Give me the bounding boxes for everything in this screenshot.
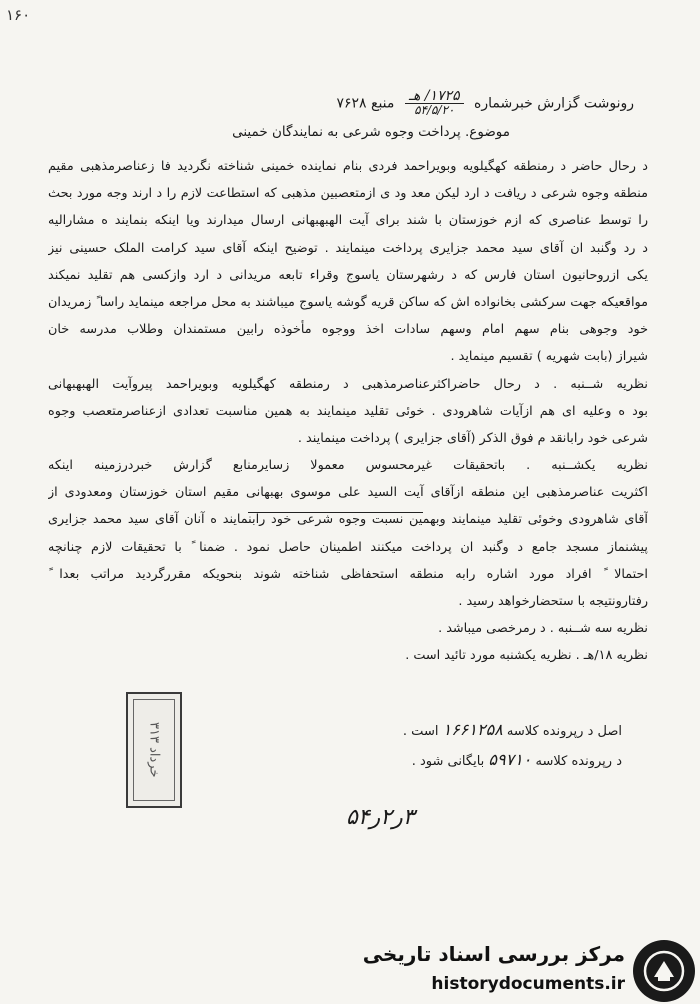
ref2-suffix: بایگانی شود . xyxy=(411,754,485,769)
handwritten-underline xyxy=(248,512,423,513)
body-line: پیشنماز مسجد جامع د وگنبد ان پرداخت میکنند اطمینان حاصل نمود . ضمنا ً با تحقیقات لازم چنانچه xyxy=(48,539,648,555)
footer-title: مرکز بررسی اسناد تاریخی xyxy=(362,942,625,966)
stamp-inner-border xyxy=(133,699,175,801)
footer-url: historydocuments.ir xyxy=(431,974,625,994)
body-line: اکثریت عناصرمذهبی این منطقه ازآقای آیت السید علی موسوی بهبهانی مقیم استان خوزستان ومعدودی از xyxy=(48,485,648,501)
report-number-label: رونوشت گزارش خبرشماره xyxy=(474,95,634,112)
report-number-top: ۱۷۲۵/ هـ xyxy=(405,90,464,104)
subject-line: موضوع. پرداخت وجوه شرعی به نمایندگان خمینی xyxy=(232,124,510,140)
report-body xyxy=(48,153,648,670)
body-line: رفتارونتیجه با ستحضارخواهد رسید . xyxy=(458,594,648,609)
ref1-label: اصل د رپرونده کلاسه xyxy=(506,724,622,739)
ref-archive-file xyxy=(403,745,622,775)
ref1-number: ۱۶۶۱۲۵۸ xyxy=(442,720,503,739)
handwritten-date: ۳ر۲ر۵۴ xyxy=(346,805,415,830)
source-label: منبع xyxy=(371,95,395,112)
body-line: نظریه یکشــنبه . باتحقیقات غیرمحسوس معمولا زسایرمنابع گزارش خبردرزمینه اینکه xyxy=(48,458,648,474)
body-line: نظریه ۱۸/هـ . نظریه یکشنبه مورد تائید است . xyxy=(405,648,648,664)
page-corner-number: ۱۶۰ xyxy=(6,6,31,24)
ref1-suffix: است . xyxy=(402,724,439,739)
body-line: نظریه شــنبه . د رحال حاضراکثرعناصرمذهبی د رمنطقه کهگیلویه وبویراحمد پیروآیت الهبهبهانی xyxy=(48,376,648,392)
report-date: ۵۴/۵/۲۰ xyxy=(414,103,455,117)
ref-original-file xyxy=(403,715,622,745)
source-number: ۷۶۲۸ xyxy=(336,95,367,112)
body-line: آقای شاهرودی وخوئی تقلید مینمایند وبهمین نسبت وجوه شرعی خود رابنمایند ه آنان آقای سید محمد جزایری xyxy=(48,512,648,528)
ref2-label: د رپرونده کلاسه xyxy=(535,754,622,769)
filing-references xyxy=(403,715,622,775)
stamp-text: ۳۱۳ خرداد xyxy=(146,722,162,778)
body-line: نظریه سه شــنبه . د رمرخصی میباشد . xyxy=(438,621,648,637)
body-line: را توسط عناصری که ازم خوزستان با شند برای آیت الهبهبهانی ارسال میدارند ویا اینکه بنمایند ه مشارالیه xyxy=(48,213,648,229)
body-line: شرعی خود رابانقد م فوق الذکر (آقای جزایری ) پرداخت مینمایند . xyxy=(297,430,648,446)
body-line: یکی ازروحانیون استان فارس که د رشهرستان یاسوج وقراء تابعه مریدانی د ارد وازکسی هم تقلید نمیکند xyxy=(48,267,648,283)
body-line: د رد وگنبد ان آقای سید محمد جزایری پرداخت مینمایند . توضیح اینکه آقای سید کرامت الملک حسینی نیز xyxy=(48,240,648,256)
body-line: احتمالا ً افراد مورد اشاره رابه منطقه استحفاظی شناخته شوند بنحویکه مقررگردید مراتب بعدا ً xyxy=(48,566,648,582)
ref2-number: ۵۹۷۱۰ xyxy=(488,750,532,769)
report-header xyxy=(336,90,634,117)
body-line: بود ه وعلیه ای هم ازآیات شاهرودی . خوئی تقلید مینمایند به همین مناسبت تعدادی ازعناصرمتعصب وجوه xyxy=(48,403,648,419)
body-line: مواقعیکه جهت سرکشی بخانواده اش که ساکن قریه گوشه یاسوج میباشند به محل مراجعه مینماید راسا ً زمریدان xyxy=(48,294,648,310)
footer-watermark xyxy=(362,938,695,1004)
archive-stamp xyxy=(126,692,182,808)
report-number xyxy=(405,90,464,117)
body-line: خود وجوهی بنام سهم امام وسهم سادات اخذ ووجوه مأخوذه رابین مستمندان وطلاب مدرسه خان xyxy=(48,322,648,338)
center-logo-icon xyxy=(633,940,695,1002)
body-line: منطقه وجوه شرعی د ریافت د ارد لیکن معد ود ی ازمتعصبین مذهبی که استطاعت لازم را د ارند وجه مورد بحث xyxy=(48,186,648,202)
body-line: شیراز (بابت شهریه ) تقسیم مینماید . xyxy=(450,349,648,365)
body-line: د رحال حاضر د رمنطقه کهگیلویه وبویراحمد فردی بنام نماینده خمینی شناخته نگردید فا زعناصرمذهبی مقیم xyxy=(48,159,648,174)
